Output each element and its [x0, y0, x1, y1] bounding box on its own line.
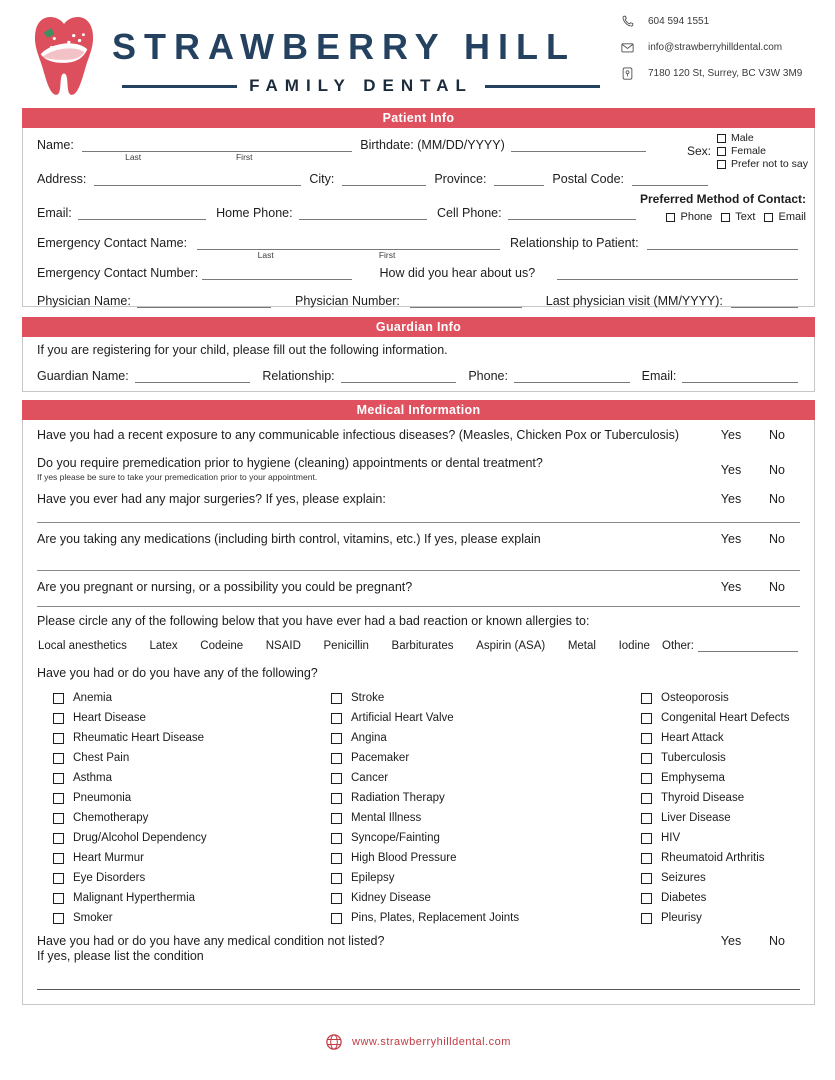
emergency-name-row [37, 234, 798, 260]
condition-label: Heart Disease [73, 712, 146, 724]
yes-option[interactable]: Yes [720, 532, 742, 546]
guardian-info-header: Guardian Info [22, 317, 815, 337]
checkbox-icon[interactable] [53, 893, 64, 904]
condition-item[interactable] [331, 728, 631, 748]
question-row-4 [37, 532, 800, 546]
divider [37, 570, 800, 571]
allergen-item[interactable]: NSAID [265, 640, 301, 652]
condition-item[interactable] [641, 848, 811, 868]
address-row [37, 170, 708, 186]
sex-option[interactable] [717, 132, 808, 144]
question-row-1 [37, 428, 800, 442]
condition-item[interactable] [641, 728, 811, 748]
condition-label: Mental Illness [351, 812, 422, 824]
condition-item[interactable] [331, 888, 631, 908]
brand-block [112, 26, 610, 96]
divider [37, 606, 800, 607]
yes-option[interactable]: Yes [720, 492, 742, 506]
checkbox-icon[interactable] [331, 753, 342, 764]
condition-label: Drug/Alcohol Dependency [73, 832, 207, 844]
condition-label: Asthma [73, 772, 112, 784]
contact-email [620, 40, 826, 55]
contact-method-label: Text [735, 211, 756, 223]
page-footer [0, 1032, 835, 1052]
contact-phone [620, 14, 826, 29]
mail-icon [620, 40, 635, 55]
last-visit-label: Last physician visit (MM/YYYY): [545, 294, 723, 308]
question-main: Do you require premedication prior to hygiene (cleaning) appointments or dental treatment? [37, 456, 543, 470]
postal-code-field[interactable] [632, 172, 708, 186]
condition-label: Stroke [351, 692, 385, 704]
condition-label: Kidney Disease [351, 892, 431, 904]
sex-label: Sex: [686, 144, 711, 158]
condition-item[interactable] [331, 908, 631, 928]
phone-icon [620, 14, 635, 29]
sex-options [717, 131, 808, 171]
brand-title: STRAWBERRY HILL [112, 26, 577, 67]
condition-label: Chest Pain [73, 752, 130, 764]
checkbox-icon[interactable] [641, 853, 652, 864]
name-row [37, 136, 646, 162]
final-question-row [37, 934, 800, 964]
website-link[interactable]: www.strawberryhilldental.com [352, 1036, 511, 1048]
checkbox-icon[interactable] [717, 160, 726, 169]
condition-label: Smoker [73, 912, 113, 924]
no-option[interactable]: No [769, 532, 785, 546]
contact-method-label: Phone [680, 211, 713, 223]
guardian-phone-field[interactable] [514, 369, 630, 383]
guardian-fields-row [37, 367, 798, 383]
contact-method-label: Email [778, 211, 806, 223]
question-row-3 [37, 492, 800, 506]
condition-item[interactable] [53, 868, 325, 888]
patient-info-header: Patient Info [22, 108, 815, 128]
condition-item[interactable] [53, 848, 325, 868]
allergen-item[interactable]: Iodine [618, 640, 650, 652]
condition-item[interactable] [331, 808, 631, 828]
preferred-contact-options [596, 211, 806, 223]
page-header [0, 10, 835, 105]
guardian-relationship-field[interactable] [341, 369, 457, 383]
checkbox-icon[interactable] [641, 893, 652, 904]
checkbox-icon[interactable] [53, 833, 64, 844]
sex-option-label: Male [730, 132, 754, 144]
condition-label: Pacemaker [351, 752, 410, 764]
checkbox-icon[interactable] [331, 773, 342, 784]
condition-label: Pleurisy [661, 912, 702, 924]
hear-about-field[interactable] [557, 266, 798, 280]
condition-item[interactable] [53, 828, 325, 848]
address-field[interactable] [94, 172, 301, 186]
condition-label: Syncope/Fainting [351, 832, 440, 844]
guardian-info-section [22, 317, 815, 392]
condition-label: Pneumonia [73, 792, 132, 804]
checkbox-icon[interactable] [331, 893, 342, 904]
patient-info-section [22, 108, 815, 307]
condition-item[interactable] [53, 908, 325, 928]
allergen-other-field[interactable] [698, 638, 798, 652]
checkbox-icon[interactable] [641, 833, 652, 844]
physician-row [37, 292, 798, 308]
emergency-number-row [37, 264, 798, 280]
name-sub-last: Last [125, 152, 142, 162]
checkbox-icon[interactable] [53, 913, 64, 924]
condition-label: Diabetes [661, 892, 707, 904]
checkbox-icon[interactable] [641, 693, 652, 704]
tooth-strawberry-icon [30, 12, 98, 102]
sex-option-label: Prefer not to say [730, 158, 808, 170]
brand-subtitle: FAMILY DENTAL [249, 76, 473, 95]
address-label: Address: [37, 172, 87, 186]
postal-code-label: Postal Code: [552, 172, 624, 186]
conditions-prompt: Have you had or do you have any of the following? [37, 666, 318, 680]
condition-item[interactable] [331, 828, 631, 848]
allergy-prompt: Please circle any of the following below that you have ever had a bad reaction or known allergies to: [37, 614, 590, 628]
home-phone-field[interactable] [299, 206, 427, 220]
no-option[interactable]: No [769, 492, 785, 506]
question-text [37, 456, 708, 482]
checkbox-icon[interactable] [53, 713, 64, 724]
guardian-email-label: Email: [641, 369, 677, 383]
allergen-other-label: Other: [662, 640, 694, 652]
conditions-column-1 [53, 688, 325, 928]
condition-label: Heart Murmur [73, 852, 144, 864]
question-text: Have you ever had any major surgeries? If yes, please explain: [37, 492, 386, 506]
condition-item[interactable] [53, 788, 325, 808]
condition-label: Cancer [351, 772, 389, 784]
guardian-relationship-label: Relationship: [262, 369, 335, 383]
condition-label: Pins, Plates, Replacement Joints [351, 912, 520, 924]
condition-label: Anemia [73, 692, 112, 704]
emergency-sub-first: First [378, 250, 396, 260]
question-row-5 [37, 580, 800, 594]
brand-rule-left [122, 85, 237, 88]
condition-label: High Blood Pressure [351, 852, 457, 864]
checkbox-icon[interactable] [331, 873, 342, 884]
yes-option[interactable]: Yes [720, 463, 742, 477]
checkbox-icon[interactable] [641, 913, 652, 924]
condition-label: Tuberculosis [661, 752, 726, 764]
checkbox-icon[interactable] [331, 833, 342, 844]
question-note: If yes please be sure to take your premedication prior to your appointment. [37, 472, 318, 482]
no-option[interactable]: No [769, 580, 785, 594]
physician-number-field[interactable] [410, 294, 522, 308]
contact-method-option[interactable] [666, 211, 712, 223]
no-option[interactable]: No [769, 934, 785, 948]
condition-label: Radiation Therapy [351, 792, 445, 804]
condition-item[interactable] [641, 768, 811, 788]
name-sub-first: First [235, 152, 253, 162]
sex-option[interactable] [717, 145, 808, 157]
checkbox-icon[interactable] [641, 813, 652, 824]
condition-item[interactable] [331, 688, 631, 708]
condition-label: Chemotherapy [73, 812, 149, 824]
checkbox-icon[interactable] [641, 753, 652, 764]
name-label: Name: [37, 138, 74, 152]
guardian-name-field[interactable] [135, 369, 251, 383]
emergency-number-field[interactable] [202, 266, 351, 280]
condition-label: Angina [351, 732, 387, 744]
condition-label: Emphysema [661, 772, 725, 784]
birthdate-field[interactable] [511, 138, 646, 152]
checkbox-icon[interactable] [53, 853, 64, 864]
condition-label: Seizures [661, 872, 706, 884]
cell-phone-label: Cell Phone: [436, 206, 502, 220]
guardian-phone-label: Phone: [468, 369, 508, 383]
divider [37, 522, 800, 523]
allergen-list [38, 640, 650, 652]
emergency-name-field[interactable] [197, 236, 500, 260]
email-phone-row [37, 204, 636, 220]
sex-block [687, 131, 808, 171]
condition-label: Congenital Heart Defects [661, 712, 790, 724]
sex-option[interactable] [717, 158, 808, 170]
preferred-contact-label: Preferred Method of Contact: [639, 192, 806, 206]
condition-item[interactable] [641, 868, 811, 888]
condition-item[interactable] [53, 888, 325, 908]
checkbox-icon[interactable] [331, 853, 342, 864]
condition-label: Rheumatic Heart Disease [73, 732, 205, 744]
checkbox-icon[interactable] [53, 693, 64, 704]
location-icon [620, 66, 635, 81]
contact-method-option[interactable] [764, 211, 806, 223]
checkbox-icon[interactable] [331, 913, 342, 924]
checkbox-icon[interactable] [666, 213, 675, 222]
condition-label: Epilepsy [351, 872, 395, 884]
allergen-item[interactable]: Penicillin [323, 640, 369, 652]
checkbox-icon[interactable] [53, 813, 64, 824]
medical-info-header: Medical Information [22, 400, 815, 420]
condition-item[interactable] [331, 748, 631, 768]
checkbox-icon[interactable] [641, 793, 652, 804]
condition-item[interactable] [331, 788, 631, 808]
birthdate-label: Birthdate: (MM/DD/YYYY) [360, 138, 505, 152]
condition-label: Heart Attack [661, 732, 724, 744]
condition-item[interactable] [53, 688, 325, 708]
guardian-email-field[interactable] [682, 369, 798, 383]
yes-option[interactable]: Yes [720, 934, 742, 948]
email-field[interactable] [78, 206, 206, 220]
checkbox-icon[interactable] [331, 733, 342, 744]
final-question-note: If yes, please list the condition [37, 949, 204, 963]
hear-about-label: How did you hear about us? [379, 266, 536, 280]
condition-item[interactable] [641, 828, 811, 848]
condition-label: Artificial Heart Valve [351, 712, 454, 724]
condition-item[interactable] [641, 708, 811, 728]
condition-item[interactable] [641, 788, 811, 808]
physician-name-field[interactable] [137, 294, 271, 308]
city-field[interactable] [342, 172, 426, 186]
sex-option-label: Female [730, 145, 766, 157]
contact-phone-text: 604 594 1551 [648, 16, 710, 27]
condition-item[interactable] [331, 768, 631, 788]
condition-item[interactable] [331, 708, 631, 728]
condition-item[interactable] [641, 908, 811, 928]
allergen-item[interactable]: Aspirin (ASA) [476, 640, 546, 652]
brand-rule-right [485, 85, 600, 88]
final-question-main: Have you had or do you have any medical condition not listed? [37, 934, 385, 948]
name-field[interactable] [82, 138, 352, 162]
home-phone-label: Home Phone: [216, 206, 293, 220]
email-label: Email: [37, 206, 72, 220]
contact-address-text: 7180 120 St, Surrey, BC V3W 3M9 [648, 68, 803, 79]
emergency-number-label: Emergency Contact Number: [37, 266, 199, 280]
checkbox-icon[interactable] [53, 753, 64, 764]
checkbox-icon[interactable] [53, 733, 64, 744]
allergen-item[interactable]: Codeine [200, 640, 244, 652]
contact-email-text: info@strawberryhilldental.com [648, 42, 783, 53]
checkbox-icon[interactable] [53, 773, 64, 784]
condition-item[interactable] [641, 688, 811, 708]
physician-name-label: Physician Name: [37, 294, 131, 308]
conditions-column-3 [641, 688, 811, 928]
relationship-to-patient-label: Relationship to Patient: [509, 236, 639, 250]
province-label: Province: [434, 172, 487, 186]
question-text: Have you had a recent exposure to any communicable infectious diseases? (Measles, Chicken Pox or Tuberculosis) [37, 428, 679, 442]
question-row-2 [37, 456, 800, 482]
preferred-contact-block [596, 192, 806, 223]
city-label: City: [309, 172, 335, 186]
checkbox-icon[interactable] [641, 773, 652, 784]
checkbox-icon[interactable] [53, 793, 64, 804]
emergency-sub-last: Last [257, 250, 274, 260]
condition-item[interactable] [53, 808, 325, 828]
checkbox-icon[interactable] [721, 213, 730, 222]
condition-item[interactable] [53, 708, 325, 728]
condition-label: Malignant Hyperthermia [73, 892, 196, 904]
condition-label: Liver Disease [661, 812, 731, 824]
condition-write-in-field[interactable] [37, 972, 800, 990]
no-option[interactable]: No [769, 463, 785, 477]
condition-item[interactable] [53, 748, 325, 768]
condition-label: Rheumatoid Arthritis [661, 852, 765, 864]
allergen-item[interactable]: Local anesthetics [38, 640, 127, 652]
checkbox-icon[interactable] [331, 813, 342, 824]
guardian-name-label: Guardian Name: [37, 369, 129, 383]
contact-address [620, 66, 826, 81]
question-text: Are you pregnant or nursing, or a possibility you could be pregnant? [37, 580, 413, 594]
allergen-item[interactable]: Metal [567, 640, 596, 652]
province-field[interactable] [494, 172, 544, 186]
allergen-row [38, 636, 798, 652]
checkbox-icon[interactable] [331, 693, 342, 704]
condition-label: Osteoporosis [661, 692, 729, 704]
condition-item[interactable] [641, 748, 811, 768]
checkbox-icon[interactable] [331, 713, 342, 724]
checkbox-icon[interactable] [641, 873, 652, 884]
yes-option[interactable]: Yes [720, 580, 742, 594]
condition-item[interactable] [53, 728, 325, 748]
condition-label: Thyroid Disease [661, 792, 745, 804]
no-option[interactable]: No [769, 428, 785, 442]
checkbox-icon[interactable] [717, 134, 726, 143]
yes-option[interactable]: Yes [720, 428, 742, 442]
condition-item[interactable] [53, 768, 325, 788]
checkbox-icon[interactable] [717, 147, 726, 156]
last-visit-field[interactable] [731, 294, 798, 308]
checkbox-icon[interactable] [764, 213, 773, 222]
question-text: Are you taking any medications (including birth control, vitamins, etc.) If yes, please explain [37, 532, 541, 546]
condition-item[interactable] [641, 888, 811, 908]
condition-label: Eye Disorders [73, 872, 146, 884]
condition-item[interactable] [331, 868, 631, 888]
checkbox-icon[interactable] [641, 713, 652, 724]
condition-label: HIV [661, 832, 681, 844]
condition-item[interactable] [331, 848, 631, 868]
allergen-item[interactable]: Barbiturates [391, 640, 454, 652]
globe-icon [324, 1032, 344, 1052]
contact-block [620, 14, 826, 81]
physician-number-label: Physician Number: [295, 294, 400, 308]
checkbox-icon[interactable] [641, 733, 652, 744]
clinic-logo [30, 12, 98, 102]
conditions-column-2 [331, 688, 631, 928]
final-question-text [37, 934, 708, 964]
relationship-to-patient-field[interactable] [647, 236, 798, 250]
guardian-note: If you are registering for your child, please fill out the following information. [37, 343, 448, 357]
allergen-item[interactable]: Latex [149, 640, 178, 652]
emergency-name-label: Emergency Contact Name: [37, 236, 188, 250]
checkbox-icon[interactable] [331, 793, 342, 804]
checkbox-icon[interactable] [53, 873, 64, 884]
contact-method-option[interactable] [721, 211, 755, 223]
condition-item[interactable] [641, 808, 811, 828]
medical-info-section [22, 400, 815, 1005]
